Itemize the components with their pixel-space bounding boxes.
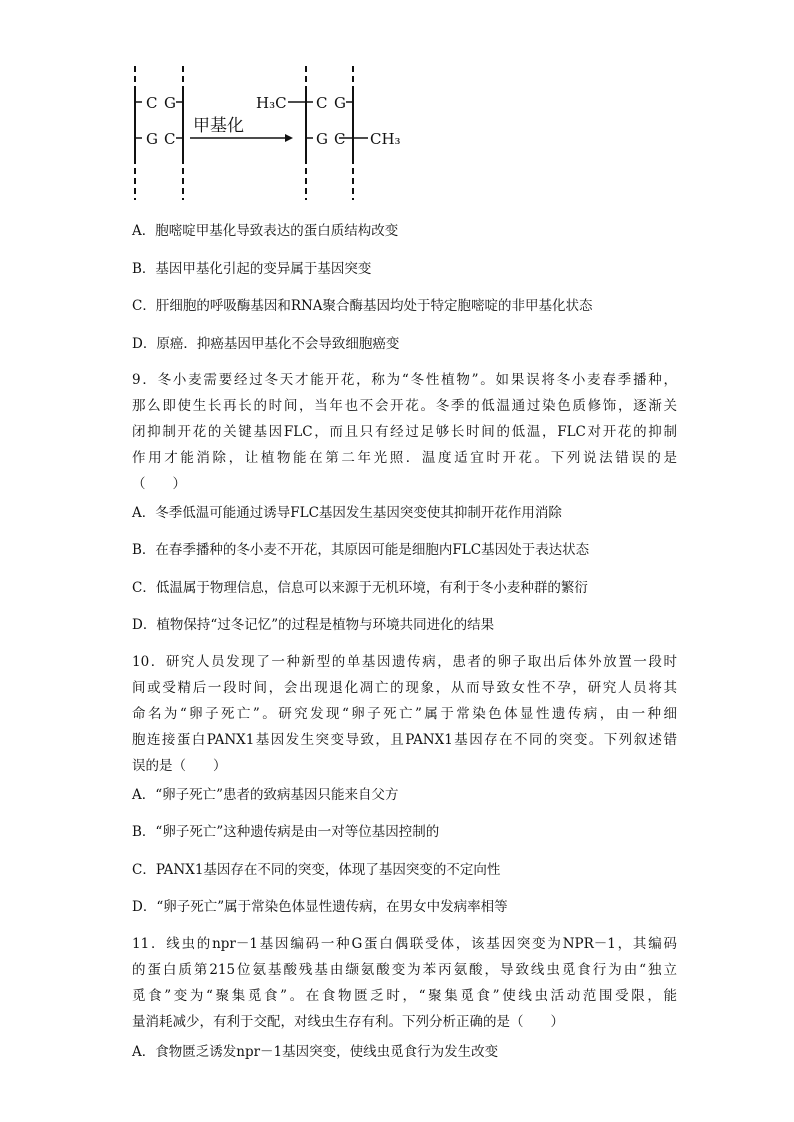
q8-option-d: D．原癌．抑癌基因甲基化不会导致细胞癌变 — [132, 336, 400, 352]
right-base-1b: G — [334, 94, 346, 112]
left-base-2a: G — [146, 130, 158, 148]
methyl-group-left: H₃C — [256, 94, 287, 112]
q10-stem-line: 间或受精后一段时间，会出现退化凋亡的现象，从而导致女性不孕，研究人员将其 — [132, 680, 677, 696]
q11-stem-line: 量消耗减少，有利于交配，对线虫生存有利。下列分析正确的是（ ） — [132, 1014, 564, 1030]
q11-stem-line: 11．线虫的npr－1基因编码一种G蛋白偶联受体，该基因突变为NPR－1，其编码 — [132, 936, 677, 952]
left-base-2b: C — [164, 130, 176, 148]
q8-option-c: C．肝细胞的呼吸酶基因和RNA聚合酶基因均处于特定胞嘧啶的非甲基化状态 — [132, 298, 593, 314]
left-base-1a: C — [146, 94, 158, 112]
methyl-group-right: CH₃ — [370, 130, 401, 148]
right-base-2a: G — [316, 130, 328, 148]
q10-option-b: B．“卵子死亡”这种遗传病是由一对等位基因控制的 — [132, 824, 440, 840]
q9-stem — [132, 367, 677, 497]
q10-option-c: C．PANX1基因存在不同的突变，体现了基因突变的不定向性 — [132, 862, 501, 878]
q11-stem — [132, 931, 677, 1035]
q10-option-a: A．“卵子死亡”患者的致病基因只能来自父方 — [132, 787, 399, 803]
right-base-2b: C — [334, 130, 346, 148]
methylation-diagram-svg — [120, 58, 420, 203]
q11-stem-line: 的蛋白质第215位氨基酸残基由缬氨酸变为苯丙氨酸，导致线虫觅食行为由“独立 — [132, 962, 677, 978]
q11-stem-line: 觅食”变为“聚集觅食”。在食物匮乏时，“聚集觅食”使线虫活动范围受限，能 — [132, 988, 677, 1004]
q10-stem-line: 命名为“卵子死亡”。研究发现“卵子死亡”属于常染色体显性遗传病，由一种细 — [132, 706, 677, 722]
q10-stem — [132, 649, 677, 779]
q9-stem-line: 闭抑制开花的关键基因FLC，而且只有经过足够长时间的低温，FLC对开花的抑制 — [132, 424, 677, 440]
q9-option-b: B．在春季播种的冬小麦不开花，其原因可能是细胞内FLC基因处于表达状态 — [132, 542, 590, 558]
q9-option-c: C．低温属于物理信息，信息可以来源于无机环境，有利于冬小麦种群的繁衍 — [132, 580, 588, 596]
q9-option-d: D．植物保持“过冬记忆”的过程是植物与环境共同进化的结果 — [132, 617, 495, 633]
q10-option-d: D．“卵子死亡”属于常染色体显性遗传病，在男女中发病率相等 — [132, 899, 508, 915]
q10-stem-line: 胞连接蛋白PANX1基因发生突变导致，且PANX1基因存在不同的突变。下列叙述错 — [132, 732, 677, 748]
arrow-head — [285, 134, 293, 142]
left-base-1b: G — [164, 94, 176, 112]
methylation-diagram — [120, 58, 420, 203]
q10-stem-line: 误的是（ ） — [132, 758, 227, 774]
q9-stem-line: 9．冬小麦需要经过冬天才能开花，称为“冬性植物”。如果误将冬小麦春季播种， — [132, 372, 677, 388]
q11-option-a: A．食物匮乏诱发npr－1基因突变，使线虫觅食行为发生改变 — [132, 1044, 499, 1060]
q8-option-a: A．胞嘧啶甲基化导致表达的蛋白质结构改变 — [132, 223, 399, 239]
arrow-label: 甲基化 — [193, 116, 244, 136]
q9-stem-line: 那么即使生长再长的时间，当年也不会开花。冬季的低温通过染色质修饰，逐渐关 — [132, 398, 677, 414]
q9-option-a: A．冬季低温可能通过诱导FLC基因发生基因突变使其抑制开花作用消除 — [132, 505, 562, 521]
q8-option-b: B．基因甲基化引起的变异属于基因突变 — [132, 261, 372, 277]
right-base-1a: C — [316, 94, 328, 112]
q9-stem-line: （ ） — [132, 476, 186, 492]
q10-stem-line: 10．研究人员发现了一种新型的单基因遗传病，患者的卵子取出后体外放置一段时 — [132, 654, 677, 670]
q9-stem-line: 作用才能消除，让植物能在第二年光照．温度适宜时开花。下列说法错误的是 — [132, 450, 677, 466]
